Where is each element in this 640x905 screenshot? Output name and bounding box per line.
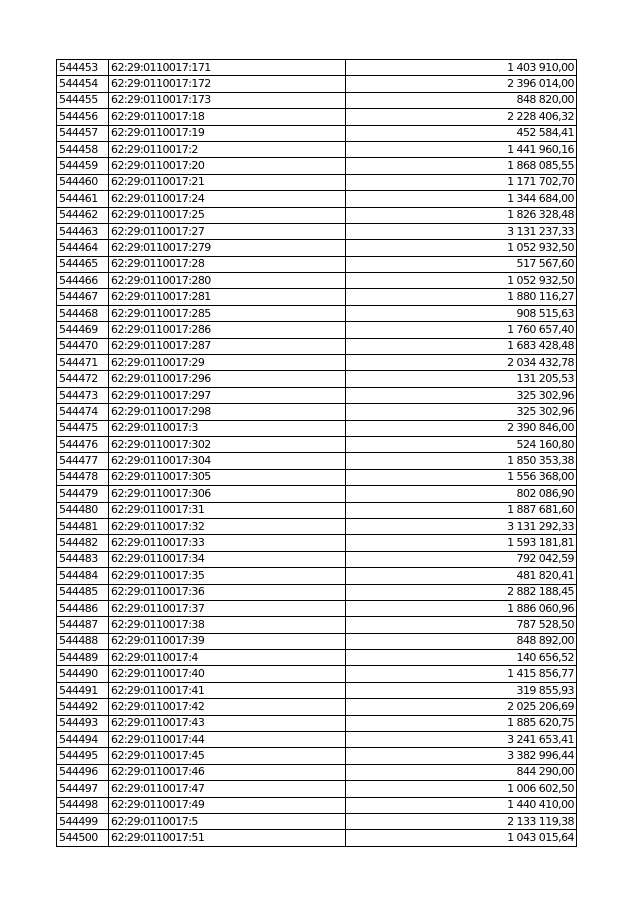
cadastral-number-cell: 62:29:0110017:3	[109, 420, 346, 436]
table-row	[57, 207, 577, 223]
cadastral-value-cell: 2 882 188,45	[346, 584, 577, 600]
cadastral-number-cell: 62:29:0110017:297	[109, 387, 346, 403]
cadastral-number-cell: 62:29:0110017:31	[109, 502, 346, 518]
cadastral-number-cell: 62:29:0110017:298	[109, 404, 346, 420]
cadastral-number-cell: 62:29:0110017:20	[109, 158, 346, 174]
table-row	[57, 338, 577, 354]
row-number-cell: 544456	[57, 109, 109, 125]
table-row	[57, 436, 577, 452]
table-row	[57, 781, 577, 797]
cadastral-number-cell: 62:29:0110017:29	[109, 355, 346, 371]
cadastral-number-cell: 62:29:0110017:19	[109, 125, 346, 141]
cadastral-value-cell: 2 133 119,38	[346, 813, 577, 829]
row-number-cell: 544492	[57, 699, 109, 715]
row-number-cell: 544487	[57, 617, 109, 633]
cadastral-number-cell: 62:29:0110017:279	[109, 240, 346, 256]
cadastral-value-cell: 1 344 684,00	[346, 191, 577, 207]
row-number-cell: 544497	[57, 781, 109, 797]
table-row	[57, 633, 577, 649]
table-row	[57, 60, 577, 76]
cadastral-value-cell: 481 820,41	[346, 568, 577, 584]
row-number-cell: 544466	[57, 273, 109, 289]
row-number-cell: 544470	[57, 338, 109, 354]
cadastral-number-cell: 62:29:0110017:172	[109, 76, 346, 92]
cadastral-number-cell: 62:29:0110017:36	[109, 584, 346, 600]
cadastral-number-cell: 62:29:0110017:45	[109, 748, 346, 764]
cadastral-value-cell: 1 880 116,27	[346, 289, 577, 305]
cadastral-value-cell: 2 396 014,00	[346, 76, 577, 92]
table-row	[57, 732, 577, 748]
table-row	[57, 141, 577, 157]
cadastral-value-cell: 1 006 602,50	[346, 781, 577, 797]
table-row	[57, 699, 577, 715]
row-number-cell: 544453	[57, 60, 109, 76]
cadastral-value-cell: 319 855,93	[346, 682, 577, 698]
cadastral-value-table	[56, 59, 577, 847]
table-row	[57, 584, 577, 600]
table-row	[57, 682, 577, 698]
table-row	[57, 764, 577, 780]
cadastral-value-cell: 1 593 181,81	[346, 535, 577, 551]
row-number-cell: 544495	[57, 748, 109, 764]
row-number-cell: 544484	[57, 568, 109, 584]
cadastral-value-cell: 802 086,90	[346, 486, 577, 502]
cadastral-number-cell: 62:29:0110017:2	[109, 141, 346, 157]
cadastral-number-cell: 62:29:0110017:33	[109, 535, 346, 551]
cadastral-value-cell: 1 052 932,50	[346, 273, 577, 289]
cadastral-value-cell: 1 556 368,00	[346, 469, 577, 485]
cadastral-number-cell: 62:29:0110017:47	[109, 781, 346, 797]
table-row	[57, 273, 577, 289]
cadastral-number-cell: 62:29:0110017:49	[109, 797, 346, 813]
cadastral-value-cell: 1 868 085,55	[346, 158, 577, 174]
cadastral-value-cell: 1 887 681,60	[346, 502, 577, 518]
cadastral-value-cell: 3 131 292,33	[346, 518, 577, 534]
row-number-cell: 544481	[57, 518, 109, 534]
cadastral-value-cell: 844 290,00	[346, 764, 577, 780]
cadastral-value-cell: 848 820,00	[346, 92, 577, 108]
cadastral-number-cell: 62:29:0110017:21	[109, 174, 346, 190]
table-row	[57, 650, 577, 666]
row-number-cell: 544489	[57, 650, 109, 666]
table-row	[57, 486, 577, 502]
table-row	[57, 355, 577, 371]
row-number-cell: 544477	[57, 453, 109, 469]
cadastral-number-cell: 62:29:0110017:24	[109, 191, 346, 207]
row-number-cell: 544461	[57, 191, 109, 207]
row-number-cell: 544465	[57, 256, 109, 272]
table-row	[57, 568, 577, 584]
cadastral-number-cell: 62:29:0110017:280	[109, 273, 346, 289]
table-row	[57, 518, 577, 534]
table-row	[57, 223, 577, 239]
table-row	[57, 322, 577, 338]
row-number-cell: 544480	[57, 502, 109, 518]
table-row	[57, 600, 577, 616]
cadastral-number-cell: 62:29:0110017:4	[109, 650, 346, 666]
cadastral-number-cell: 62:29:0110017:35	[109, 568, 346, 584]
row-number-cell: 544482	[57, 535, 109, 551]
cadastral-number-cell: 62:29:0110017:51	[109, 830, 346, 846]
table-row	[57, 469, 577, 485]
cadastral-value-cell: 787 528,50	[346, 617, 577, 633]
table-row	[57, 240, 577, 256]
table-row	[57, 830, 577, 846]
cadastral-value-cell: 140 656,52	[346, 650, 577, 666]
row-number-cell: 544491	[57, 682, 109, 698]
row-number-cell: 544460	[57, 174, 109, 190]
table-row	[57, 666, 577, 682]
table-row	[57, 289, 577, 305]
table-row	[57, 502, 577, 518]
cadastral-number-cell: 62:29:0110017:44	[109, 732, 346, 748]
row-number-cell: 544478	[57, 469, 109, 485]
table-row	[57, 174, 577, 190]
cadastral-number-cell: 62:29:0110017:286	[109, 322, 346, 338]
table-row	[57, 453, 577, 469]
cadastral-value-cell: 3 131 237,33	[346, 223, 577, 239]
cadastral-value-cell: 1 760 657,40	[346, 322, 577, 338]
cadastral-number-cell: 62:29:0110017:40	[109, 666, 346, 682]
row-number-cell: 544490	[57, 666, 109, 682]
row-number-cell: 544472	[57, 371, 109, 387]
table-row	[57, 92, 577, 108]
cadastral-value-cell: 3 382 996,44	[346, 748, 577, 764]
cadastral-value-cell: 1 885 620,75	[346, 715, 577, 731]
cadastral-value-cell: 792 042,59	[346, 551, 577, 567]
cadastral-value-cell: 325 302,96	[346, 404, 577, 420]
cadastral-value-cell: 2 025 206,69	[346, 699, 577, 715]
cadastral-value-cell: 452 584,41	[346, 125, 577, 141]
table-row	[57, 404, 577, 420]
cadastral-number-cell: 62:29:0110017:41	[109, 682, 346, 698]
row-number-cell: 544457	[57, 125, 109, 141]
cadastral-number-cell: 62:29:0110017:37	[109, 600, 346, 616]
row-number-cell: 544493	[57, 715, 109, 731]
cadastral-number-cell: 62:29:0110017:306	[109, 486, 346, 502]
table-row	[57, 797, 577, 813]
row-number-cell: 544473	[57, 387, 109, 403]
cadastral-value-cell: 1 403 910,00	[346, 60, 577, 76]
cadastral-number-cell: 62:29:0110017:302	[109, 436, 346, 452]
row-number-cell: 544464	[57, 240, 109, 256]
row-number-cell: 544496	[57, 764, 109, 780]
cadastral-value-cell: 1 171 702,70	[346, 174, 577, 190]
table-row	[57, 387, 577, 403]
table-row	[57, 158, 577, 174]
cadastral-value-cell: 1 683 428,48	[346, 338, 577, 354]
row-number-cell: 544459	[57, 158, 109, 174]
row-number-cell: 544474	[57, 404, 109, 420]
row-number-cell: 544486	[57, 600, 109, 616]
cadastral-number-cell: 62:29:0110017:5	[109, 813, 346, 829]
row-number-cell: 544454	[57, 76, 109, 92]
cadastral-number-cell: 62:29:0110017:46	[109, 764, 346, 780]
cadastral-number-cell: 62:29:0110017:304	[109, 453, 346, 469]
cadastral-value-cell: 1 850 353,38	[346, 453, 577, 469]
row-number-cell: 544500	[57, 830, 109, 846]
table-body	[57, 60, 577, 847]
table-row	[57, 191, 577, 207]
table-row	[57, 617, 577, 633]
table-row	[57, 256, 577, 272]
cadastral-value-cell: 1 415 856,77	[346, 666, 577, 682]
cadastral-number-cell: 62:29:0110017:305	[109, 469, 346, 485]
cadastral-value-cell: 1 052 932,50	[346, 240, 577, 256]
table-row	[57, 813, 577, 829]
row-number-cell: 544483	[57, 551, 109, 567]
cadastral-number-cell: 62:29:0110017:25	[109, 207, 346, 223]
cadastral-value-cell: 2 034 432,78	[346, 355, 577, 371]
cadastral-number-cell: 62:29:0110017:27	[109, 223, 346, 239]
row-number-cell: 544463	[57, 223, 109, 239]
cadastral-value-cell: 1 441 960,16	[346, 141, 577, 157]
table-row	[57, 535, 577, 551]
cadastral-value-cell: 524 160,80	[346, 436, 577, 452]
cadastral-value-cell: 131 205,53	[346, 371, 577, 387]
row-number-cell: 544476	[57, 436, 109, 452]
table-row	[57, 371, 577, 387]
cadastral-number-cell: 62:29:0110017:287	[109, 338, 346, 354]
row-number-cell: 544488	[57, 633, 109, 649]
cadastral-value-cell: 3 241 653,41	[346, 732, 577, 748]
cadastral-value-cell: 1 886 060,96	[346, 600, 577, 616]
cadastral-number-cell: 62:29:0110017:43	[109, 715, 346, 731]
table-row	[57, 76, 577, 92]
cadastral-number-cell: 62:29:0110017:28	[109, 256, 346, 272]
cadastral-value-cell: 2 390 846,00	[346, 420, 577, 436]
row-number-cell: 544499	[57, 813, 109, 829]
cadastral-value-cell: 325 302,96	[346, 387, 577, 403]
cadastral-value-cell: 1 440 410,00	[346, 797, 577, 813]
cadastral-number-cell: 62:29:0110017:171	[109, 60, 346, 76]
cadastral-number-cell: 62:29:0110017:18	[109, 109, 346, 125]
table-row	[57, 305, 577, 321]
table-row	[57, 109, 577, 125]
cadastral-number-cell: 62:29:0110017:39	[109, 633, 346, 649]
table-row	[57, 125, 577, 141]
row-number-cell: 544494	[57, 732, 109, 748]
row-number-cell: 544475	[57, 420, 109, 436]
cadastral-value-cell: 1 826 328,48	[346, 207, 577, 223]
row-number-cell: 544498	[57, 797, 109, 813]
table-row	[57, 748, 577, 764]
cadastral-number-cell: 62:29:0110017:296	[109, 371, 346, 387]
row-number-cell: 544468	[57, 305, 109, 321]
row-number-cell: 544471	[57, 355, 109, 371]
cadastral-number-cell: 62:29:0110017:42	[109, 699, 346, 715]
row-number-cell: 544479	[57, 486, 109, 502]
row-number-cell: 544462	[57, 207, 109, 223]
row-number-cell: 544467	[57, 289, 109, 305]
row-number-cell: 544455	[57, 92, 109, 108]
row-number-cell: 544485	[57, 584, 109, 600]
table-row	[57, 420, 577, 436]
cadastral-number-cell: 62:29:0110017:32	[109, 518, 346, 534]
cadastral-number-cell: 62:29:0110017:173	[109, 92, 346, 108]
cadastral-value-cell: 908 515,63	[346, 305, 577, 321]
table-row	[57, 715, 577, 731]
row-number-cell: 544458	[57, 141, 109, 157]
row-number-cell: 544469	[57, 322, 109, 338]
cadastral-value-cell: 2 228 406,32	[346, 109, 577, 125]
cadastral-value-cell: 517 567,60	[346, 256, 577, 272]
cadastral-number-cell: 62:29:0110017:34	[109, 551, 346, 567]
cadastral-number-cell: 62:29:0110017:38	[109, 617, 346, 633]
cadastral-value-cell: 1 043 015,64	[346, 830, 577, 846]
cadastral-number-cell: 62:29:0110017:281	[109, 289, 346, 305]
cadastral-number-cell: 62:29:0110017:285	[109, 305, 346, 321]
table-row	[57, 551, 577, 567]
cadastral-value-cell: 848 892,00	[346, 633, 577, 649]
